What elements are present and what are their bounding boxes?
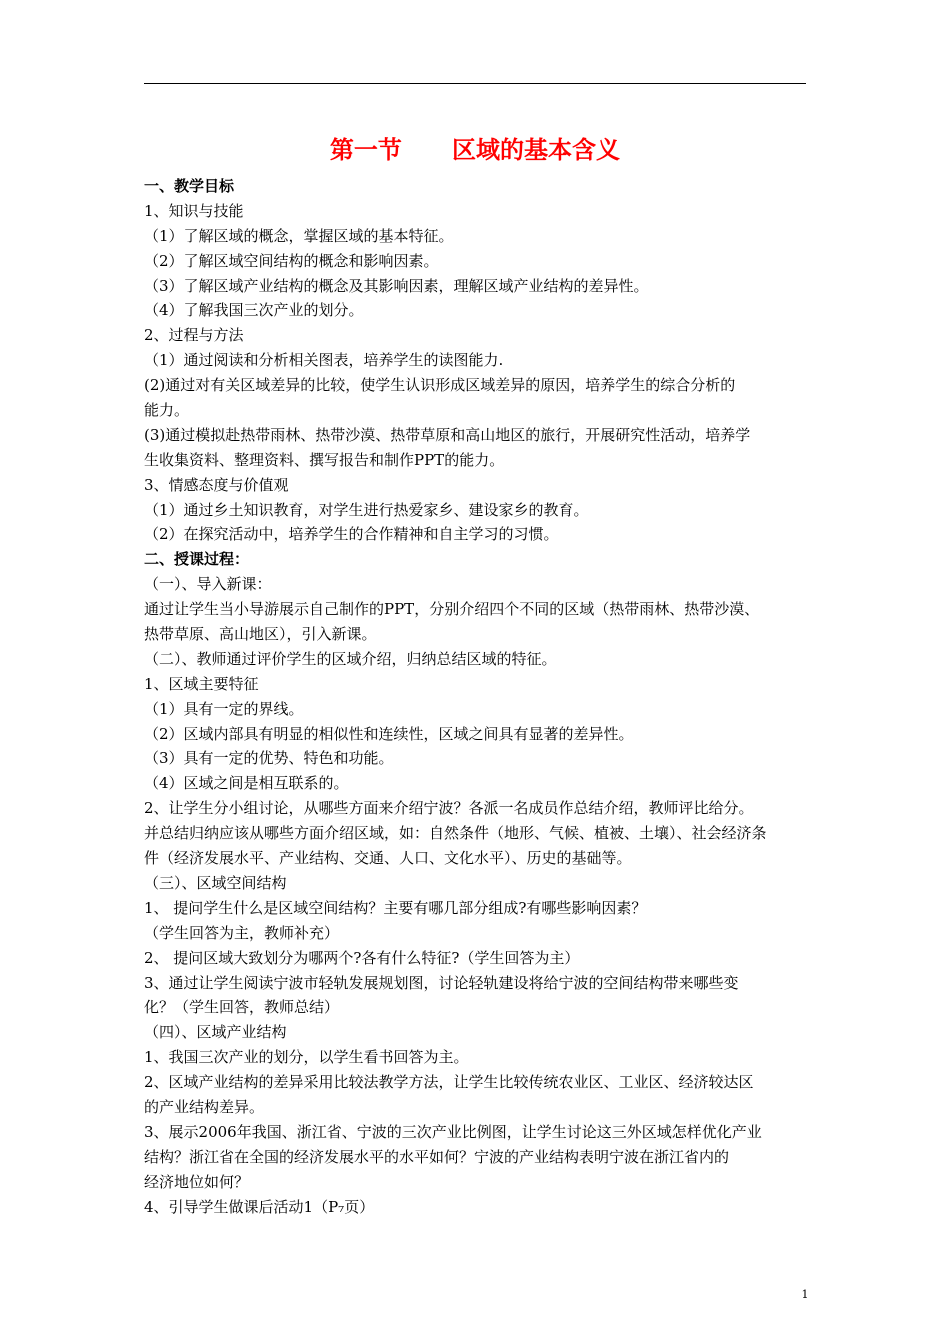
text-line: （4）区域之间是相互联系的。	[144, 774, 349, 793]
page-number: 1	[801, 1288, 809, 1301]
text-line: 的产业结构差异。	[144, 1097, 265, 1116]
text-line: 通过让学生当小导游展示自己制作的PPT，分别介绍四个不同的区域（热带雨林、热带沙漠、	[144, 600, 760, 619]
text-line: 化？（学生回答，教师总结）	[144, 998, 340, 1017]
text-line: 结构？浙江省在全国的经济发展水平的水平如何？宁波的产业结构表明宁波在浙江省内的	[144, 1147, 730, 1166]
text-line: 3、情感态度与价值观	[144, 475, 289, 494]
text-line: 2、 提问区域大致划分为哪两个?各有什么特征?（学生回答为主）	[144, 948, 580, 967]
section-heading: 二、授课过程：	[144, 550, 250, 569]
text-line: （1）了解区域的概念，掌握区域的基本特征。	[144, 226, 454, 245]
text-line: 2、区域产业结构的差异采用比较法教学方法，让学生比较传统农业区、工业区、经济较达区	[144, 1073, 754, 1092]
text-line: （1）通过阅读和分析相关图表，培养学生的读图能力.	[144, 351, 504, 370]
text-line: 3、展示2006年我国、浙江省、宁波的三次产业比例图，让学生讨论这三外区域怎样优化产业	[144, 1122, 762, 1141]
text-line: （2）了解区域空间结构的概念和影响因素。	[144, 251, 439, 270]
text-line: （一）、导入新课：	[144, 575, 272, 594]
text-line: (2)通过对有关区域差异的比较，使学生认识形成区域差异的原因，培养学生的综合分析的	[144, 376, 736, 395]
text-line: 件（经济发展水平、产业结构、交通、人口、文化水平）、历史的基础等。	[144, 849, 632, 868]
text-line: 2、过程与方法	[144, 326, 244, 345]
text-line: 生收集资料、整理资料、撰写报告和制作PPT的能力。	[144, 450, 505, 469]
text-line: 4、引导学生做课后活动1（P₇页）	[144, 1197, 375, 1216]
text-line: 1、知识与技能	[144, 201, 244, 220]
text-line: （二）、教师通过评价学生的区域介绍，归纳总结区域的特征。	[144, 649, 557, 668]
text-line: 能力。	[144, 401, 190, 420]
text-line: （三）、区域空间结构	[144, 873, 287, 892]
text-line: 1、 提问学生什么是区域空间结构？主要有哪几部分组成?有哪些影响因素？	[144, 898, 647, 917]
section-heading: 一、教学目标	[144, 177, 235, 195]
text-line: 热带草原、高山地区），引入新课。	[144, 625, 377, 644]
text-line: （学生回答为主，教师补充）	[144, 923, 340, 942]
text-line: （3）具有一定的优势、特色和功能。	[144, 749, 394, 768]
text-line: （2）区域内部具有明显的相似性和连续性，区域之间具有显著的差异性。	[144, 724, 634, 743]
text-line: （1）通过乡土知识教育，对学生进行热爱家乡、建设家乡的教育。	[144, 500, 589, 519]
text-line: 经济地位如何？	[144, 1172, 250, 1191]
text-line: 1、区域主要特征	[144, 674, 259, 693]
text-line: （3）了解区域产业结构的概念及其影响因素，理解区域产业结构的差异性。	[144, 276, 649, 295]
text-line: （1）具有一定的界线。	[144, 699, 304, 718]
text-line: （4）了解我国三次产业的划分。	[144, 301, 364, 320]
header-rule	[144, 83, 806, 84]
text-line: (3)通过模拟赴热带雨林、热带沙漠、热带草原和高山地区的旅行，开展研究性活动，培养学	[144, 425, 751, 444]
page-title: 第一节 区域的基本含义	[329, 136, 621, 164]
text-line: 并总结归纳应该从哪些方面介绍区域，如：自然条件（地形、气候、植被、土壤）、社会经济条	[144, 824, 767, 843]
document-body	[144, 174, 807, 1219]
text-line: （四）、区域产业结构	[144, 1023, 287, 1042]
text-line: （2）在探究活动中，培养学生的合作精神和自主学习的习惯。	[144, 525, 559, 544]
text-line: 2、让学生分小组讨论，从哪些方面来介绍宁波？各派一名成员作总结介绍，教师评比给分。	[144, 799, 754, 818]
text-line: 3、通过让学生阅读宁波市轻轨发展规划图，讨论轻轨建设将给宁波的空间结构带来哪些变	[144, 973, 739, 992]
text-line: 1、我国三次产业的划分，以学生看书回答为主。	[144, 1048, 469, 1067]
